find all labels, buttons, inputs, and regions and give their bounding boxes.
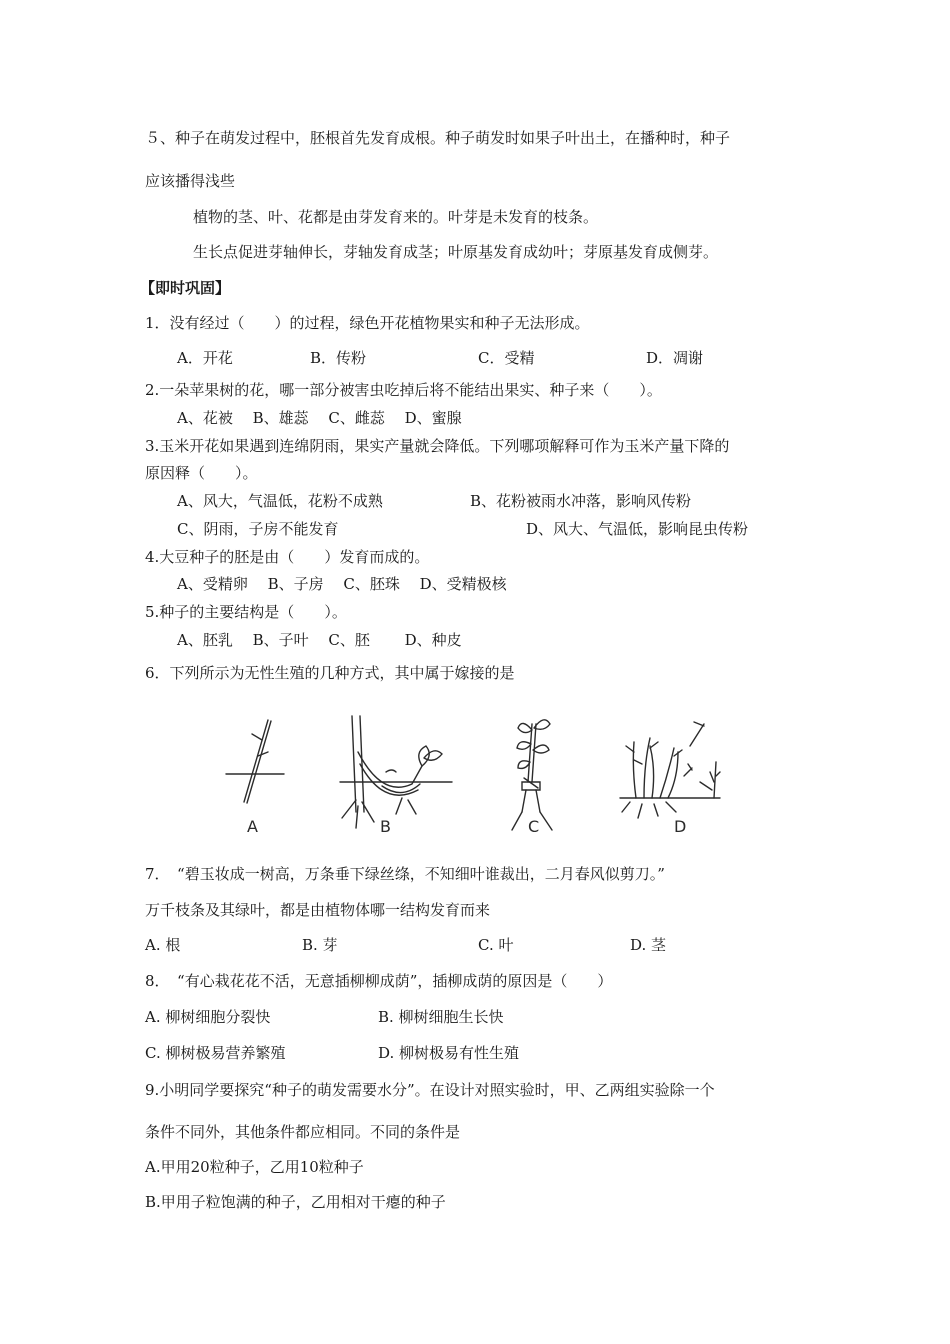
figure-label-d: D	[674, 817, 687, 836]
q7-option-a: A. 根	[145, 936, 181, 954]
q2-stem: 2.一朵苹果树的花，哪一部分被害虫吃掉后将不能结出果实、种子来（ ）。	[145, 381, 662, 399]
figure-label-c: C	[528, 817, 540, 836]
q7-option-b: B. 芽	[302, 936, 338, 954]
q1-option-b: B．传粉	[310, 349, 367, 367]
intro-line-2: 应该播得浅些	[145, 172, 236, 190]
q8-option-c: C. 柳树极易营养繁殖	[145, 1044, 286, 1062]
intro-line-3: 植物的茎、叶、花都是由芽发育来的。叶芽是未发育的枝条。	[193, 208, 599, 226]
q3-option-d: D、风大、气温低，影响昆虫传粉	[526, 520, 749, 538]
q9-option-b: B.甲用子粒饱满的种子，乙用相对干瘪的种子	[145, 1193, 446, 1211]
q8-option-d: D. 柳树极易有性生殖	[378, 1044, 520, 1062]
q9-option-a: A.甲用20粒种子，乙用10粒种子	[145, 1158, 364, 1176]
q8-option-a: A. 柳树细胞分裂快	[145, 1008, 271, 1026]
figure-label-a: A	[247, 817, 258, 836]
q1-option-d: D．凋谢	[646, 349, 704, 367]
section-title: 【即时巩固】	[140, 279, 231, 297]
q1-option-a: A．开花	[177, 349, 233, 367]
division-illustration	[620, 722, 720, 818]
q5-options: A、胚乳 B、子叶 C、胚 D、种皮	[177, 631, 462, 649]
q9-stem-2: 条件不同外，其他条件都应相同。不同的条件是	[145, 1123, 461, 1141]
q7-option-d: D. 茎	[630, 936, 667, 954]
q7-option-c: C. 叶	[478, 936, 514, 954]
q6-stem: 6．下列所示为无性生殖的几种方式，其中属于嫁接的是	[145, 664, 515, 682]
cutting-illustration	[226, 720, 284, 803]
q8-stem: 8． “有心栽花花不活，无意插柳柳成荫”，插柳成荫的原因是（ ）	[145, 972, 613, 990]
q3-stem-2: 原因释（ ）。	[145, 464, 258, 482]
layering-illustration	[340, 716, 452, 828]
q1-stem: 1．没有经过（ ）的过程，绿色开花植物果实和种子无法形成。	[145, 314, 590, 332]
q8-option-b: B. 柳树细胞生长快	[378, 1008, 504, 1026]
intro-line-4: 生长点促进芽轴伸长，芽轴发育成茎；叶原基发育成幼叶；芽原基发育成侧芽。	[193, 243, 719, 261]
q7-stem-2: 万千枝条及其绿叶，都是由植物体哪一结构发育而来	[145, 901, 491, 919]
intro-line-1: ５、种子在萌发过程中，胚根首先发育成根。种子萌发时如果子叶出土，在播种时，种子	[145, 129, 731, 147]
q3-option-b: B、花粉被雨水冲落，影响风传粉	[470, 492, 692, 510]
q7-stem-1: 7． “碧玉妆成一树高，万条垂下绿丝绦，不知细叶谁裁出，二月春风似剪刀。”	[145, 865, 665, 883]
q3-stem-1: 3.玉米开花如果遇到连绵阴雨，果实产量就会降低。下列哪项解释可作为玉米产量下降的	[145, 437, 730, 455]
q2-options: A、花被 B、雄蕊 C、雌蕊 D、蜜腺	[177, 409, 462, 427]
q3-option-c: C、阴雨，子房不能发育	[177, 520, 339, 538]
figure-label-b: B	[380, 817, 391, 836]
q4-options: A、受精卵 B、子房 C、胚珠 D、受精极核	[177, 575, 507, 593]
asexual-reproduction-figure	[222, 712, 730, 840]
q5-stem: 5.种子的主要结构是（ ）。	[145, 603, 347, 621]
q1-option-c: C．受精	[478, 349, 535, 367]
q4-stem: 4.大豆种子的胚是由（ ）发育而成的。	[145, 548, 430, 566]
q3-option-a: A、风大，气温低，花粉不成熟	[177, 492, 383, 510]
grafting-illustration	[512, 720, 552, 830]
q9-stem-1: 9.小明同学要探究“种子的萌发需要水分”。在设计对照实验时，甲、乙两组实验除一个	[145, 1081, 715, 1099]
